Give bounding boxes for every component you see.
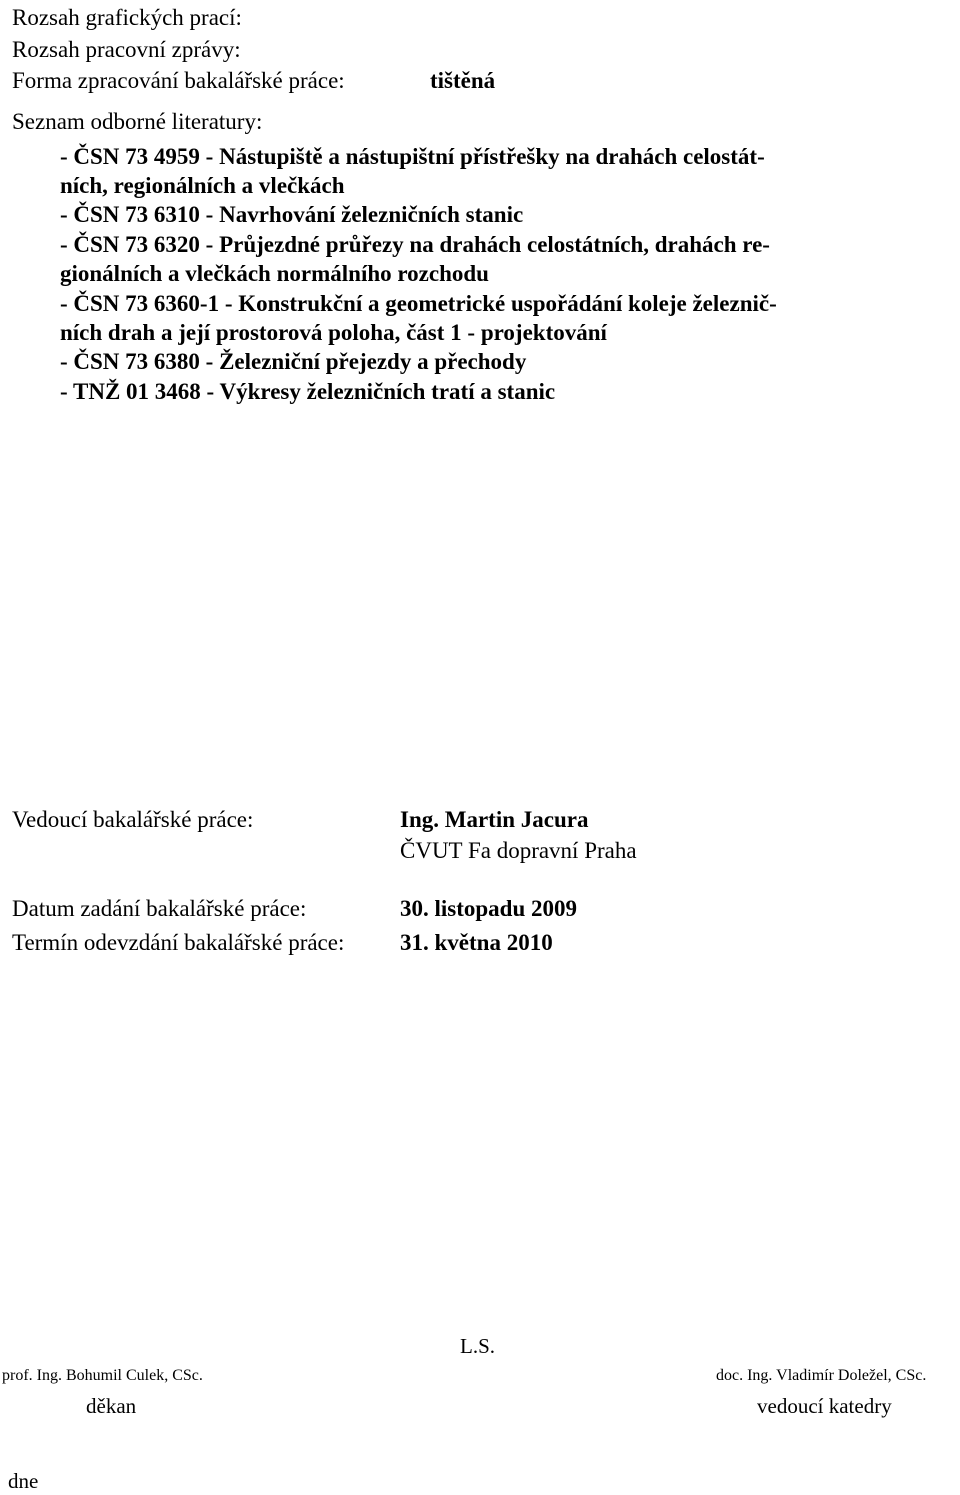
report-scope-label: Rozsah pracovní zprávy: xyxy=(12,37,241,62)
literature-line: gionálních a vlečkách normálního rozchodu xyxy=(60,261,489,286)
literature-line: - ČSN 73 6310 - Navrhování železničních stanic xyxy=(60,202,524,227)
assignment-date-label: Datum zadání bakalářské práce: xyxy=(12,896,307,921)
literature-line: ních, regionálních a vlečkách xyxy=(60,173,345,198)
literature-line: ních drah a její prostorová poloha, část 1 - projektování xyxy=(60,320,607,345)
dean-name: prof. Ing. Bohumil Culek, CSc. xyxy=(2,1367,203,1384)
literature-line: - ČSN 73 4959 - Nástupiště a nástupištní přístřešky na drahách celostát- xyxy=(60,144,765,169)
head-of-department-title: vedoucí katedry xyxy=(757,1394,892,1418)
assignment-date-value: 30. listopadu 2009 xyxy=(400,896,578,921)
dean-title: děkan xyxy=(86,1394,137,1418)
thesis-form-label: Forma zpracování bakalářské práce: xyxy=(12,68,345,93)
place-date-label: dne xyxy=(8,1469,39,1493)
due-date-label: Termín odevzdání bakalářské práce: xyxy=(12,930,345,955)
due-date-value: 31. května 2010 xyxy=(400,930,553,955)
seal-mark: L.S. xyxy=(460,1334,496,1358)
literature-label: Seznam odborné literatury: xyxy=(12,109,263,134)
thesis-form-value: tištěná xyxy=(430,68,496,93)
supervisor-name: Ing. Martin Jacura xyxy=(400,807,589,832)
literature-line: - TNŽ 01 3468 - Výkresy železničních tratí a stanic xyxy=(60,379,556,404)
literature-line: - ČSN 73 6320 - Průjezdné průřezy na drahách celostátních, drahách re- xyxy=(60,232,770,257)
supervisor-affiliation: ČVUT Fa dopravní Praha xyxy=(400,838,637,863)
head-of-department-name: doc. Ing. Vladimír Doležel, CSc. xyxy=(716,1367,927,1384)
supervisor-label: Vedoucí bakalářské práce: xyxy=(12,807,254,832)
literature-line: - ČSN 73 6380 - Železniční přejezdy a přechody xyxy=(60,349,527,374)
graphics-scope-label: Rozsah grafických prací: xyxy=(12,5,242,30)
literature-line: - ČSN 73 6360-1 - Konstrukční a geometrické uspořádání koleje železnič- xyxy=(60,291,777,316)
